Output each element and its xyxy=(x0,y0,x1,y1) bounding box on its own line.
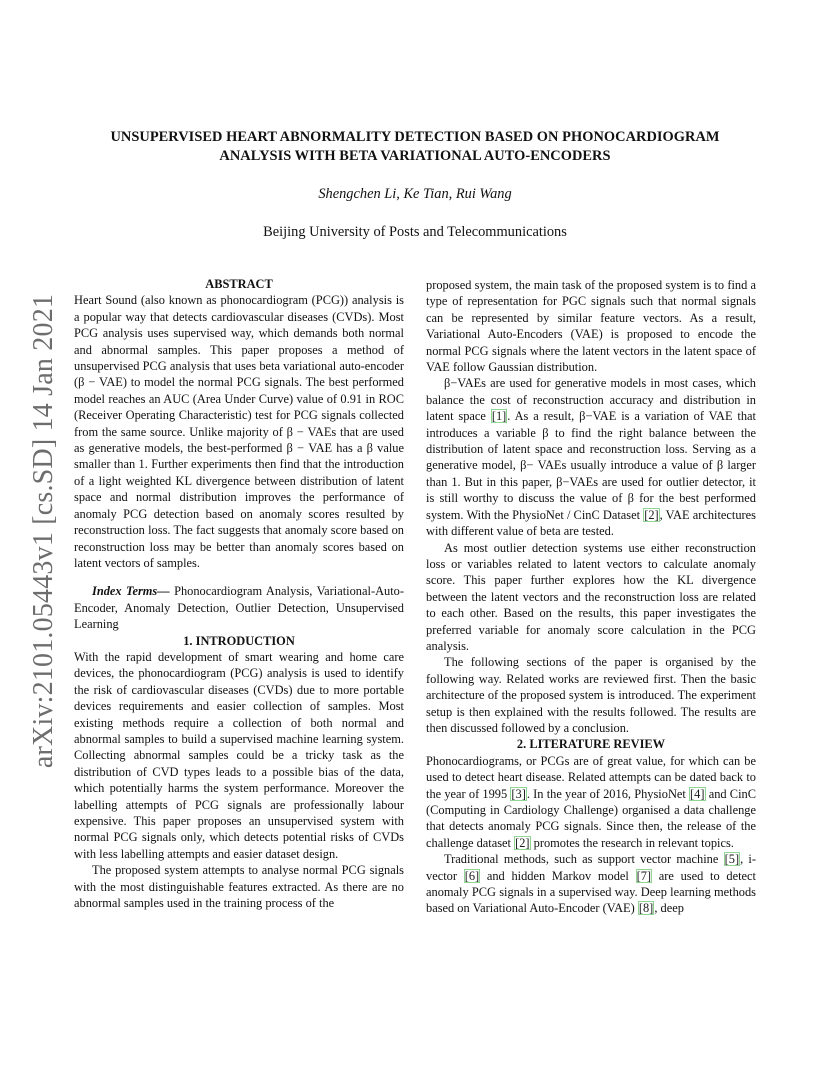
index-terms-text: Phonocardiogram Analysis, Variational-Auto-Encoder, Anomaly Detection, Outlier Detection, Unsupervised Learning xyxy=(74,584,404,632)
citation-link[interactable]: [7] xyxy=(636,868,652,883)
intro-p3-b: . As a result, β−VAE is a variation of VAE that introduces a variable β to find the right balance between the distribution of latent space and reconstruction loss. Serving as a generative model, β− VAEs usually introduce a value of β larger than 1. But in this paper, β−VAEs are used for outlier detector, it is still worthy to discuss the value of β for the best performed system. With the PhysioNet / CinC Dataset xyxy=(426,409,757,522)
arxiv-identifier xyxy=(24,293,64,769)
citation-link[interactable]: [5] xyxy=(724,852,740,867)
intro-heading: 1. INTRODUCTION xyxy=(183,633,295,648)
title-line-2: ANALYSIS WITH BETA VARIATIONAL AUTO-ENCODERS xyxy=(219,148,611,164)
lit-p1-d: promotes the research in relevant topics. xyxy=(530,835,734,850)
citation-link[interactable]: [2] xyxy=(644,507,659,522)
index-terms-label: Index Terms— xyxy=(92,584,170,599)
lit-paragraph-1 xyxy=(426,753,756,851)
intro-p3-a: β−VAEs are used for generative models in most cases, which balance the cost of reconstruction accuracy and distribution in latent space xyxy=(426,376,756,424)
literature-heading: 2. LITERATURE REVIEW xyxy=(516,737,666,752)
intro-paragraph-1: With the rapid development of smart wearing and home care devices, the phonocardiogram (PCG) analysis is used to identify the risk of cardiovascular diseases (CVDs) due to more portable devices requirements and easier collection of samples. Most existing methods require a collection of both normal and abnormal samples to build a supervised machine learning system. Collecting abnormal samples could be a tricky task as the distribution of CVD types leads to a possible bias of the data, which potentially harms the system performance. Moreover the labelling attempts of PCG signals are professionally labour expensive. This paper proposes an unsupervised system with normal PCG signals only, which detects potential risks of CVDs with less labelling attempts and easier dataset design. xyxy=(74,649,404,861)
lit-p1-b: . In the year of 2016, PhysioNet xyxy=(526,786,690,801)
lit-p1-c: and CinC (Computing in Cardiology Challenge) organised a data challenge that detects anomaly PCG signals. Since then, the release of the challenge dataset xyxy=(426,786,756,850)
intro-paragraph-2: The proposed system attempts to analyse normal PCG signals with the most distinguishable features extracted. As there are no abnormal samples used in the training process of the xyxy=(74,863,404,911)
intro-paragraph-3 xyxy=(426,375,756,539)
intro-p3-c: , VAE architectures with different value of beta are tested. xyxy=(426,507,756,539)
paper-title xyxy=(60,128,770,166)
citation-link[interactable]: [8] xyxy=(638,901,654,916)
arxiv-identifier-text: arXiv:2101.05443v1 [cs.SD] 14 Jan 2021 xyxy=(28,293,60,769)
abstract-heading: ABSTRACT xyxy=(205,277,273,291)
affiliation: Beijing University of Posts and Telecommunications xyxy=(263,224,567,240)
intro-paragraph-2-cont: proposed system, the main task of the proposed system is to find a type of representation for PGC signals such that normal signals can be represented by similar feature vectors. As a result, Variational Auto-Encoders (VAE) is proposed to encode the normal PCG signals where the latent vectors in the latent space of VAE follow Gaussian distribution. xyxy=(426,278,756,375)
lit-p2-d: are used to detect anomaly PCG signals in a supervised way. Deep learning methods based on Variational Auto-Encoder (VAE) xyxy=(426,868,756,916)
citation-link[interactable]: [3] xyxy=(511,786,526,801)
intro-paragraph-4: As most outlier detection systems use either reconstruction loss or variables related to latent vectors to calculate anomaly score. This paper further explores how the KL divergence between the latent vectors and the reconstruction loss are related to each other. Based on the results, this paper investigates the preferred variable for anomaly score calculation in the PCG analysis. xyxy=(426,540,756,653)
left-column xyxy=(74,276,404,911)
authors: Shengchen Li, Ke Tian, Rui Wang xyxy=(318,186,512,202)
title-line-1: UNSUPERVISED HEART ABNORMALITY DETECTION BASED ON PHONOCARDIOGRAM xyxy=(110,129,720,145)
index-terms xyxy=(74,583,404,632)
abstract-text: Heart Sound (also known as phonocardiogram (PCG)) analysis is a popular way that detects cardiovascular diseases (CVDs). Most PCG analysis uses supervised way, which demands both normal and abnormal samples. This paper proposes a method of unsupervised PCG analysis that uses beta variational auto-encoder (β − VAE) to model the normal PCG signals. The best performed model reaches an AUC (Area Under Curve) value of 0.91 in ROC (Receiver Operating Characteristic) test for PCG signals collected from the same source. Unlike majority of β − VAEs that are used as generative models, the best-performed β − VAE has a β value smaller than 1. Further experiments then find that the introduction of a light weighted KL divergence between distribution of latent space and normal distribution improves the performance of anomaly PCG detection based on anomaly scores resulted by reconstruction loss. The fact suggests that anomaly score based on reconstruction loss may be better than anomaly scores based on latent vectors of samples. xyxy=(74,293,404,570)
right-column xyxy=(426,277,756,917)
lit-paragraph-2 xyxy=(426,851,756,917)
citation-link[interactable]: [2] xyxy=(515,835,530,850)
citation-link[interactable]: [4] xyxy=(690,786,705,801)
intro-paragraph-5: The following sections of the paper is organised by the following way. Related works are reviewed first. Then the basic architecture of the proposed system is introduced. The experiment setup is then explained with the results followed. The results are then discussed followed by a conclusion. xyxy=(426,655,756,735)
lit-p2-e: , deep xyxy=(654,901,684,916)
citation-link[interactable]: [6] xyxy=(464,868,480,883)
lit-p2-a: Traditional methods, such as support vector machine xyxy=(444,852,724,867)
lit-p2-c: and hidden Markov model xyxy=(480,868,636,883)
lit-p1-a: Phonocardiograms, or PCGs are of great value, for which can be used to detect heart disease. Related attempts can be dated back to the year of 1995 xyxy=(426,753,756,801)
lit-p2-b: , i-vector xyxy=(426,852,756,883)
citation-link[interactable]: [1] xyxy=(491,409,507,424)
